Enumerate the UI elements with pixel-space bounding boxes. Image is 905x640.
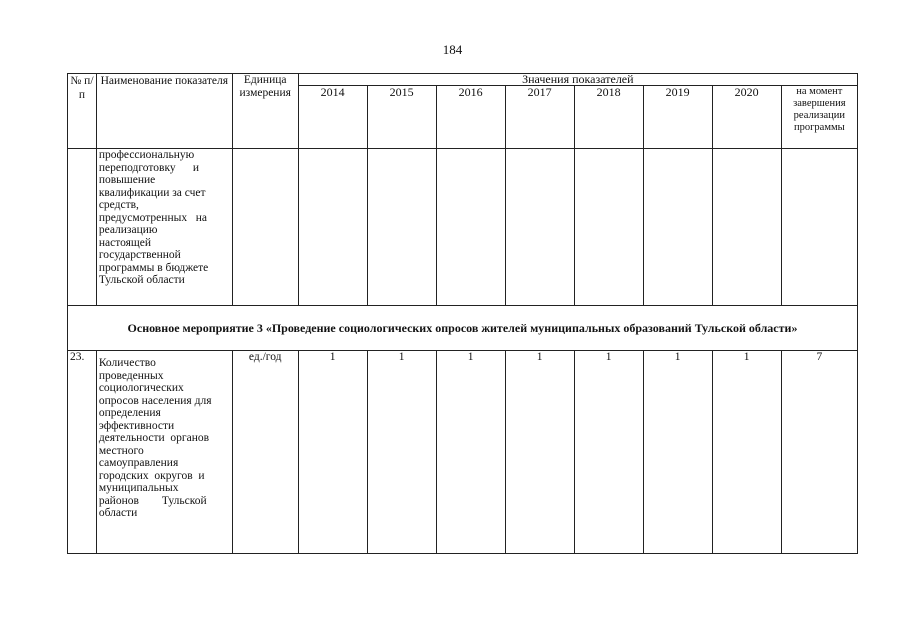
page-number: 184 (442, 42, 463, 57)
header-year: 2014 (298, 86, 367, 149)
name-line: реализацию (98, 224, 158, 236)
name-line: Количество (98, 357, 156, 369)
header-unit: Единица измерения (232, 74, 298, 149)
name-line: настоящей (98, 236, 151, 249)
header-year: 2019 (643, 86, 712, 149)
name-line: местного (98, 444, 144, 457)
cell-value-2014: 1 (298, 351, 367, 554)
header-number: № п/п (68, 74, 97, 149)
table-row-23 (68, 351, 858, 554)
name-line: эффективности (98, 419, 175, 432)
header-year: 2020 (712, 86, 781, 149)
name-line: опросов населения для (98, 394, 212, 407)
cell-number: 23. (68, 351, 97, 554)
name-line: проведенных (98, 369, 164, 382)
name-line: квалификации за счет (98, 186, 206, 199)
header-year: 2017 (505, 86, 574, 149)
name-line: муниципальных (98, 482, 179, 494)
name-line: повышение (98, 174, 156, 186)
name-line: программы в бюджете (98, 261, 209, 274)
cell-indicator-name (96, 149, 232, 306)
name-line: социологических (98, 382, 184, 394)
cell-final: 7 (781, 351, 857, 554)
cell-value (298, 149, 367, 306)
cell-unit (232, 149, 298, 306)
cell-final (781, 149, 857, 306)
header-final-value: на момент завершения реализации программы (781, 86, 857, 149)
cell-value (643, 149, 712, 306)
name-line: районов Тульской (98, 494, 207, 507)
header-row-top (68, 74, 858, 86)
cell-value (712, 149, 781, 306)
header-year: 2018 (574, 86, 643, 149)
cell-value (574, 149, 643, 306)
name-line: самоуправления (98, 457, 179, 469)
cell-value-2018: 1 (574, 351, 643, 554)
table-row-continuation (68, 149, 858, 306)
cell-value-2020: 1 (712, 351, 781, 554)
cell-value-2016: 1 (436, 351, 505, 554)
cell-value-2019: 1 (643, 351, 712, 554)
name-line: определения (98, 407, 161, 419)
name-line: переподготовку и (98, 161, 200, 174)
name-line: средств, (98, 199, 139, 211)
name-line: городских округов и (98, 469, 205, 482)
header-values-group: Значения показателей (298, 74, 857, 86)
cell-value (436, 149, 505, 306)
cell-unit: ед./год (232, 351, 298, 554)
name-line: профессиональную (98, 149, 195, 161)
cell-value (505, 149, 574, 306)
indicators-table (67, 73, 858, 554)
cell-indicator-name (96, 351, 232, 554)
name-line: Тульской области (98, 274, 185, 286)
cell-value-2015: 1 (367, 351, 436, 554)
header-year: 2016 (436, 86, 505, 149)
cell-value (367, 149, 436, 306)
section-row (68, 306, 858, 351)
header-indicator-name: Наименование показателя (96, 74, 232, 149)
name-line: государственной (98, 249, 181, 261)
name-line: предусмотренных на (98, 211, 207, 224)
header-year: 2015 (367, 86, 436, 149)
name-line: деятельности органов (98, 432, 210, 444)
cell-number (68, 149, 97, 306)
name-line: области (98, 507, 138, 519)
section-title: Основное мероприятие 3 «Проведение социологических опросов жителей муниципальных образований Тульской области» (68, 306, 858, 351)
cell-value-2017: 1 (505, 351, 574, 554)
